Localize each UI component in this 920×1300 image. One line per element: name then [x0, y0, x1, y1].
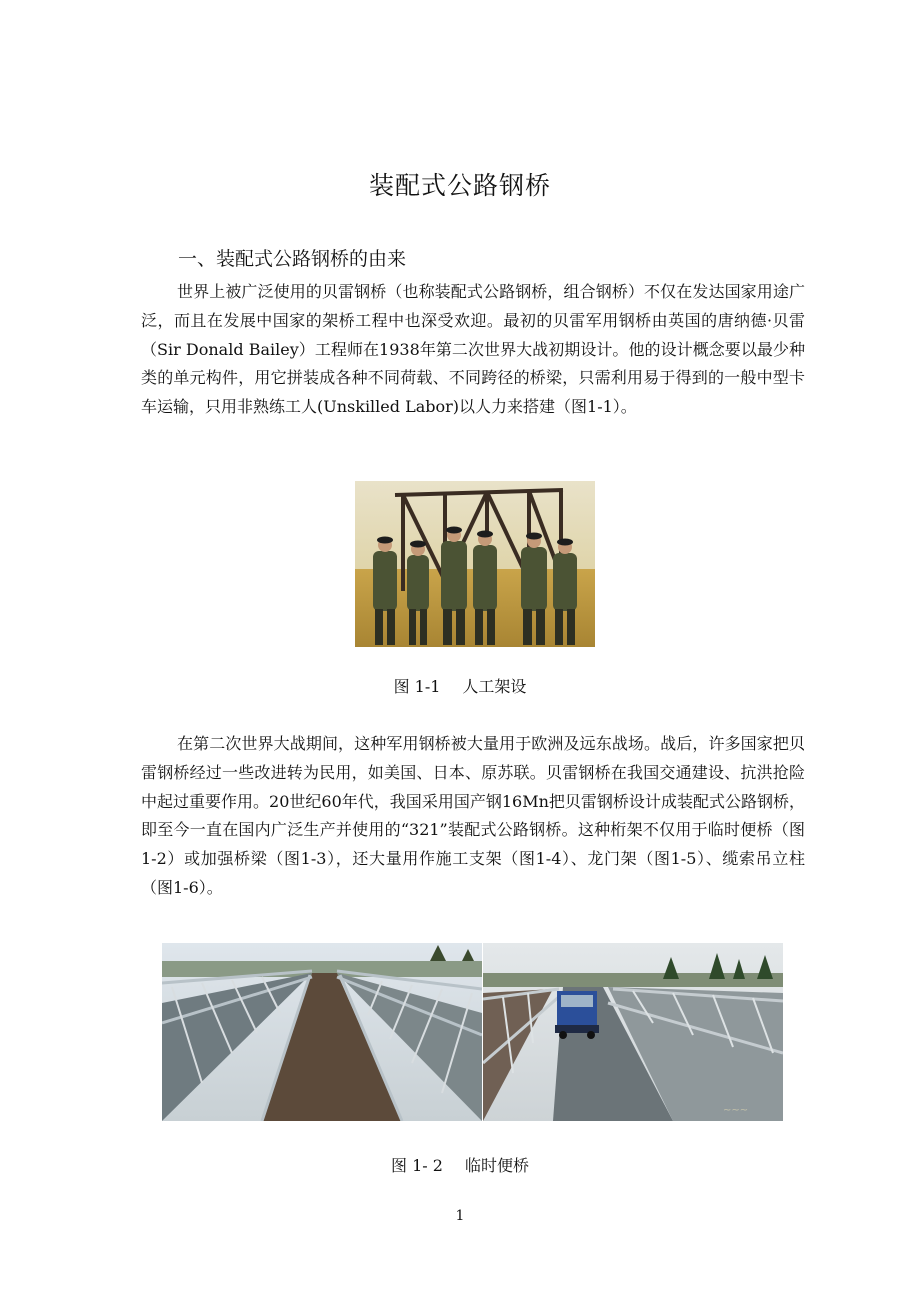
paragraph-origin: 世界上被广泛使用的贝雷钢桥（也称装配式公路钢桥，组合钢桥）不仅在发达国家用途广泛，而且在发展中国家的架桥工程中也深受欢迎。最初的贝雷军用钢桥由英国的唐纳德·贝雷（Sir Donald Bailey）工程师在1938年第二次世界大战初期设计。他的设计概念要以最少种类的单元构件，用它拼装成各种不同荷载、不同跨径的桥梁，只需利用易于得到的一般中型卡车运输，只用非熟练工人(Unskilled Labor)以人力来搭建（图1-1）。	[141, 282, 805, 417]
figure-2-caption-text: 临时便桥	[464, 1156, 529, 1175]
page-title: 装配式公路钢桥	[368, 171, 551, 200]
figure-1-caption	[0, 674, 920, 697]
figure-temporary-bridge-photo-right	[483, 943, 783, 1121]
figure-2-number: 图 1- 2	[391, 1156, 443, 1175]
svg-text:~~~: ~~~	[723, 1105, 749, 1116]
figure-1-caption-text: 人工架设	[462, 677, 527, 696]
figure-temporary-bridge-photo-left	[162, 943, 482, 1121]
figure-1-number: 图 1-1	[393, 677, 441, 696]
figure-manual-erection-photo	[355, 481, 595, 647]
page-number: 1	[455, 1208, 465, 1224]
section-heading: 一、装配式公路钢桥的由来	[178, 248, 407, 270]
figure-2-caption	[0, 1153, 920, 1176]
paragraph-postwar-use: 在第二次世界大战期间，这种军用钢桥被大量用于欧洲及远东战场。战后，许多国家把贝雷钢桥经过一些改进转为民用，如美国、日本、原苏联。贝雷钢桥在我国交通建设、抗洪抢险中起过重要作用。20世纪60年代，我国采用国产钢16Mn把贝雷钢桥设计成装配式公路钢桥，即至今一直在国内广泛生产并使用的“321”装配式公路钢桥。这种桁架不仅用于临时便桥（图1-2）或加强桥梁（图1-3），还大量用作施工支架（图1-4）、龙门架（图1-5）、缆索吊立柱（图1-6）。	[141, 734, 805, 897]
